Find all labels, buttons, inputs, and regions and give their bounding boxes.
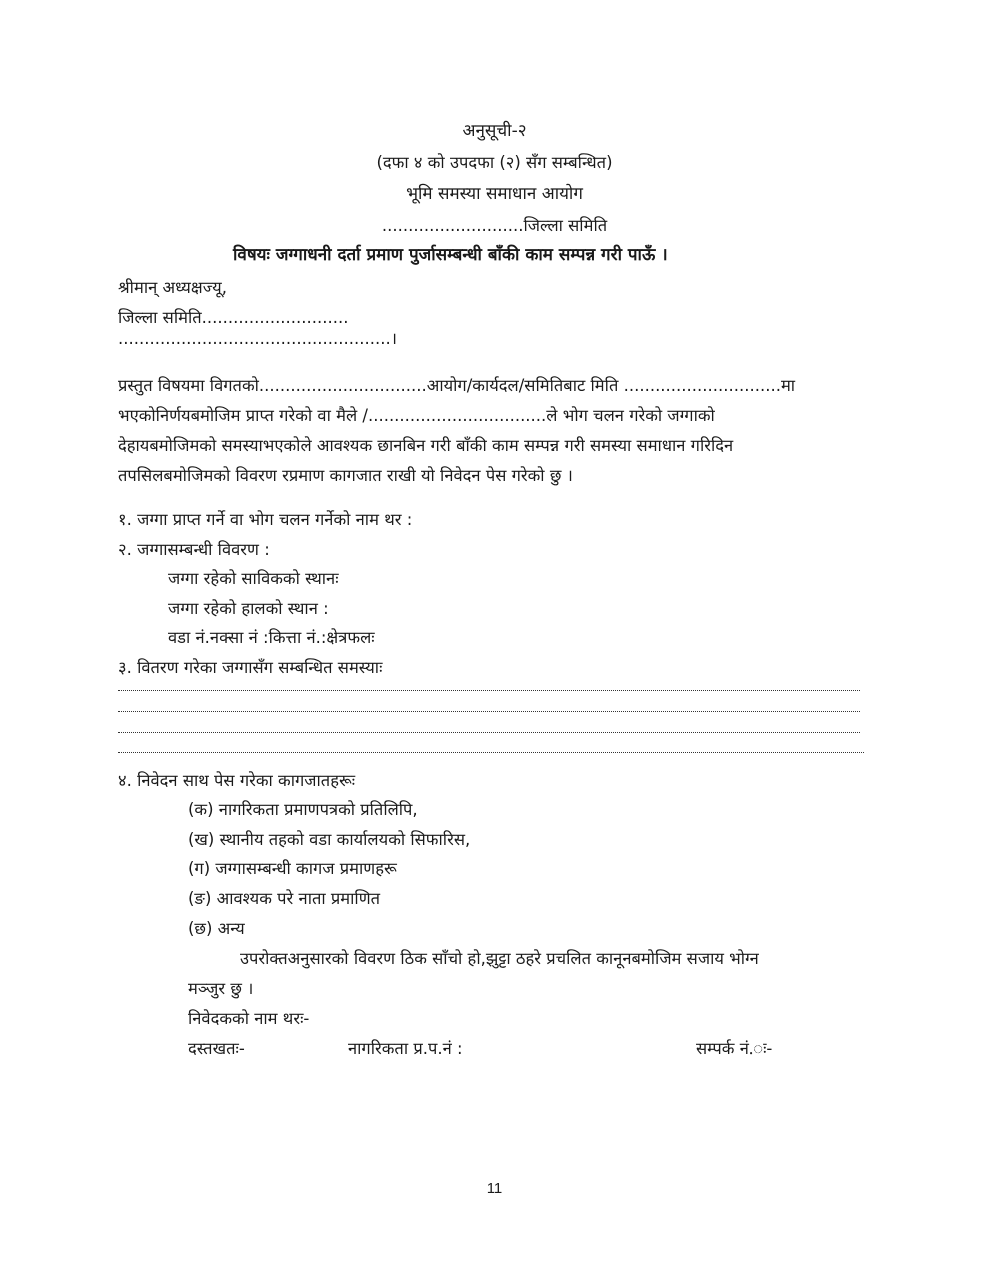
doc-other: (छ) अन्य — [188, 919, 245, 938]
doc-ward-recommendation: (ख) स्थानीय तहको वडा कार्यालयको सिफारिस, — [188, 830, 471, 849]
body-line-2: भएकोनिर्णयबमोजिम प्राप्त गरेको वा मैले /..................................ले भोग चलन गरेको जग्गाको — [118, 406, 715, 425]
item-4-documents: ४. निवेदन साथ पेस गरेका कागजातहरूः — [118, 771, 356, 790]
subject-line: विषयः जग्गाधनी दर्ता प्रमाण पुर्जासम्बन्धी बाँकी काम सम्पन्न गरी पाऊँ । — [233, 245, 668, 265]
item-3-problems: ३. वितरण गरेका जग्गासँग सम्बन्धित समस्याः — [118, 658, 383, 677]
item-2b-current-location: जग्गा रहेको हालको स्थान : — [168, 599, 329, 618]
citizenship-number-label: नागरिकता प्र.प.नं : — [348, 1039, 463, 1058]
body-line-4: तपसिलबमोजिमको विवरण रप्रमाण कागजात राखी यो निवेदन पेस गरेको छु । — [118, 466, 573, 485]
body-line-3: देहायबमोजिमको समस्याभएकोले आवश्यक छानबिन गरी बाँकी काम सम्पन्न गरी समस्या समाधान गरिदिन — [118, 436, 734, 455]
section-reference: (दफा ४ को उपदफा (२) सँग सम्बन्धित) — [376, 153, 613, 172]
recipient-committee: जिल्ला समिति............................ — [118, 308, 349, 327]
item-2-land-details: २. जग्गासम्बन्धी विवरण : — [118, 540, 270, 559]
salutation: श्रीमान् अध्यक्षज्यू, — [118, 278, 227, 297]
item-2a-former-location: जग्गा रहेको साविकको स्थानः — [168, 569, 339, 588]
dotted-line — [118, 690, 860, 691]
body-line-1: प्रस्तुत विषयमा विगतको................................आयोग/कार्यदल/समितिबाट मिति ..............................मा — [118, 376, 796, 395]
item-1-applicant: १. जग्गा प्राप्त गर्ने वा भोग चलन गर्नेको नाम थर : — [118, 510, 413, 529]
schedule-heading: अनुसूची-२ — [462, 121, 527, 141]
declaration-line-2: मञ्जुर छु । — [188, 979, 254, 998]
signature-label: दस्तखतः- — [188, 1039, 245, 1058]
contact-number-label: सम्पर्क नं.ः- — [696, 1039, 773, 1058]
dotted-line — [118, 752, 864, 753]
commission-name: भूमि समस्या समाधान आयोग — [406, 184, 583, 204]
declaration-line-1: उपरोक्तअनुसारको विवरण ठिक साँचो हो,झुट्टा ठहरे प्रचलित कानूनबमोजिम सजाय भोग्न — [240, 949, 759, 968]
doc-citizenship-copy: (क) नागरिकता प्रमाणपत्रको प्रतिलिपि, — [188, 800, 418, 819]
dotted-line — [118, 732, 860, 733]
doc-land-evidence: (ग) जग्गासम्बन्धी कागज प्रमाणहरू — [188, 859, 397, 878]
district-committee-line: ...........................जिल्ला समिति — [381, 216, 608, 235]
page-number: 11 — [486, 1180, 503, 1197]
recipient-blank-line: ....................................................। — [118, 329, 397, 348]
dotted-line — [118, 711, 860, 712]
item-2c-ward-map-plot: वडा नं.नक्सा नं :कित्ता नं.:क्षेत्रफलः — [168, 628, 375, 647]
doc-relation-certificate: (ङ) आवश्यक परे नाता प्रमाणित — [188, 889, 381, 908]
applicant-name-label: निवेदकको नाम थरः- — [188, 1009, 310, 1028]
